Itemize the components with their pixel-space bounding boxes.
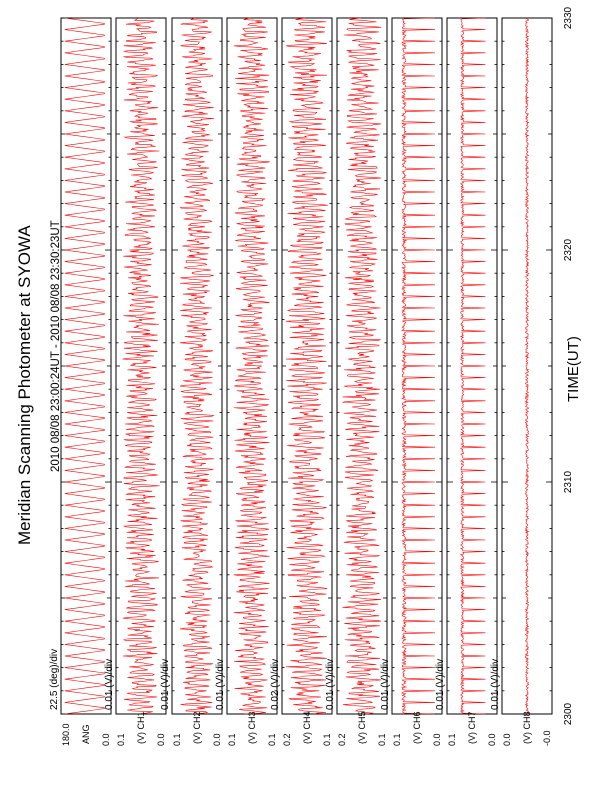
- scale-label: 0.01 (V)/div: [160, 658, 171, 710]
- y-axis-label: (V) CH4: [302, 711, 312, 744]
- x-axis-label: TIME(UT): [565, 336, 582, 402]
- x-tick-label: 2320: [563, 238, 574, 262]
- y-tick-label-low: 0.0: [502, 733, 512, 746]
- x-tick-label: 2310: [563, 470, 574, 494]
- scale-label: 0.01 (V)/div: [490, 658, 501, 710]
- series-line-ch8: [525, 18, 528, 714]
- series-line-ch5: [342, 18, 381, 714]
- chart-subtitle: 2010 08/08 23:00:24UT - 2010 08/08 23:30:23UT: [50, 220, 62, 472]
- panel-frame: [172, 18, 222, 714]
- y-axis-label: (V) CH1: [136, 711, 146, 744]
- y-tick-label-high: 0.0: [101, 733, 111, 746]
- y-tick-label-low: 0.2: [337, 733, 347, 746]
- y-tick-label-low: 0.1: [392, 733, 402, 746]
- y-tick-label-high: 0.0: [212, 733, 222, 746]
- title-group: [15, 225, 34, 545]
- y-tick-label-high: 0.0: [156, 733, 166, 746]
- y-tick-label-low: 180.0: [61, 723, 71, 746]
- series-line-ang: [65, 18, 105, 714]
- scale-label: 0.01 (V)/div: [435, 658, 446, 710]
- panel-frame: [447, 18, 497, 714]
- y-tick-label-high: -0.0: [542, 730, 552, 746]
- subtitle-group: [50, 220, 62, 472]
- panel-ch4: [270, 18, 332, 746]
- panel-frame: [61, 18, 111, 714]
- series-line-ch3: [234, 18, 270, 714]
- panel-ch6: [380, 18, 442, 746]
- scale-label: 22.5 (deg)/div: [49, 648, 60, 710]
- y-axis-label: (V) CH5: [357, 711, 367, 744]
- y-axis-label: (V) CH6: [412, 711, 422, 744]
- series-line-ch6: [402, 18, 435, 714]
- panel-ch3: [215, 18, 277, 746]
- y-axis-label: ANG: [81, 724, 91, 744]
- panel-frame: [502, 18, 552, 714]
- y-axis-label: (V) CH8: [522, 711, 532, 744]
- y-tick-label-low: 0.1: [172, 733, 182, 746]
- series-line-ch1: [123, 18, 160, 714]
- panel-ch1: [104, 18, 166, 746]
- x-tick-label: 2300: [563, 702, 574, 726]
- y-tick-label-high: 0.1: [377, 733, 387, 746]
- panel-ch2: [160, 18, 222, 746]
- y-axis-label: (V) CH7: [467, 711, 477, 744]
- y-tick-label-high: 0.0: [432, 733, 442, 746]
- panels: [49, 18, 552, 746]
- y-tick-label-low: 0.1: [116, 733, 126, 746]
- scale-label: 0.01 (V)/div: [325, 658, 336, 710]
- panel-ch8: [490, 18, 552, 746]
- y-axis-label: (V) CH3: [247, 711, 257, 744]
- x-tick-label: 2330: [563, 6, 574, 30]
- y-tick-label-high: 0.0: [487, 733, 497, 746]
- panel-ch7: [435, 18, 497, 746]
- y-tick-label-low: 0.1: [227, 733, 237, 746]
- y-tick-label-high: 0.1: [267, 733, 277, 746]
- series-line-ch4: [286, 18, 328, 714]
- y-tick-label-low: 0.1: [447, 733, 457, 746]
- y-tick-label-low: 0.2: [282, 733, 292, 746]
- series-line-ch7: [461, 18, 486, 714]
- scale-label: 0.01 (V)/div: [380, 658, 391, 710]
- chart-title: Meridian Scanning Photometer at SYOWA: [15, 225, 34, 545]
- y-tick-label-high: 0.1: [322, 733, 332, 746]
- scale-label: 0.02 (V)/div: [270, 658, 281, 710]
- y-axis-label: (V) CH2: [192, 711, 202, 744]
- scale-label: 0.01 (V)/div: [104, 658, 115, 710]
- scale-label: 0.01 (V)/div: [215, 658, 226, 710]
- series-line-ch2: [180, 18, 214, 714]
- xlabel-group: [565, 336, 582, 402]
- panel-frame: [337, 18, 387, 714]
- panel-ch5: [325, 18, 387, 746]
